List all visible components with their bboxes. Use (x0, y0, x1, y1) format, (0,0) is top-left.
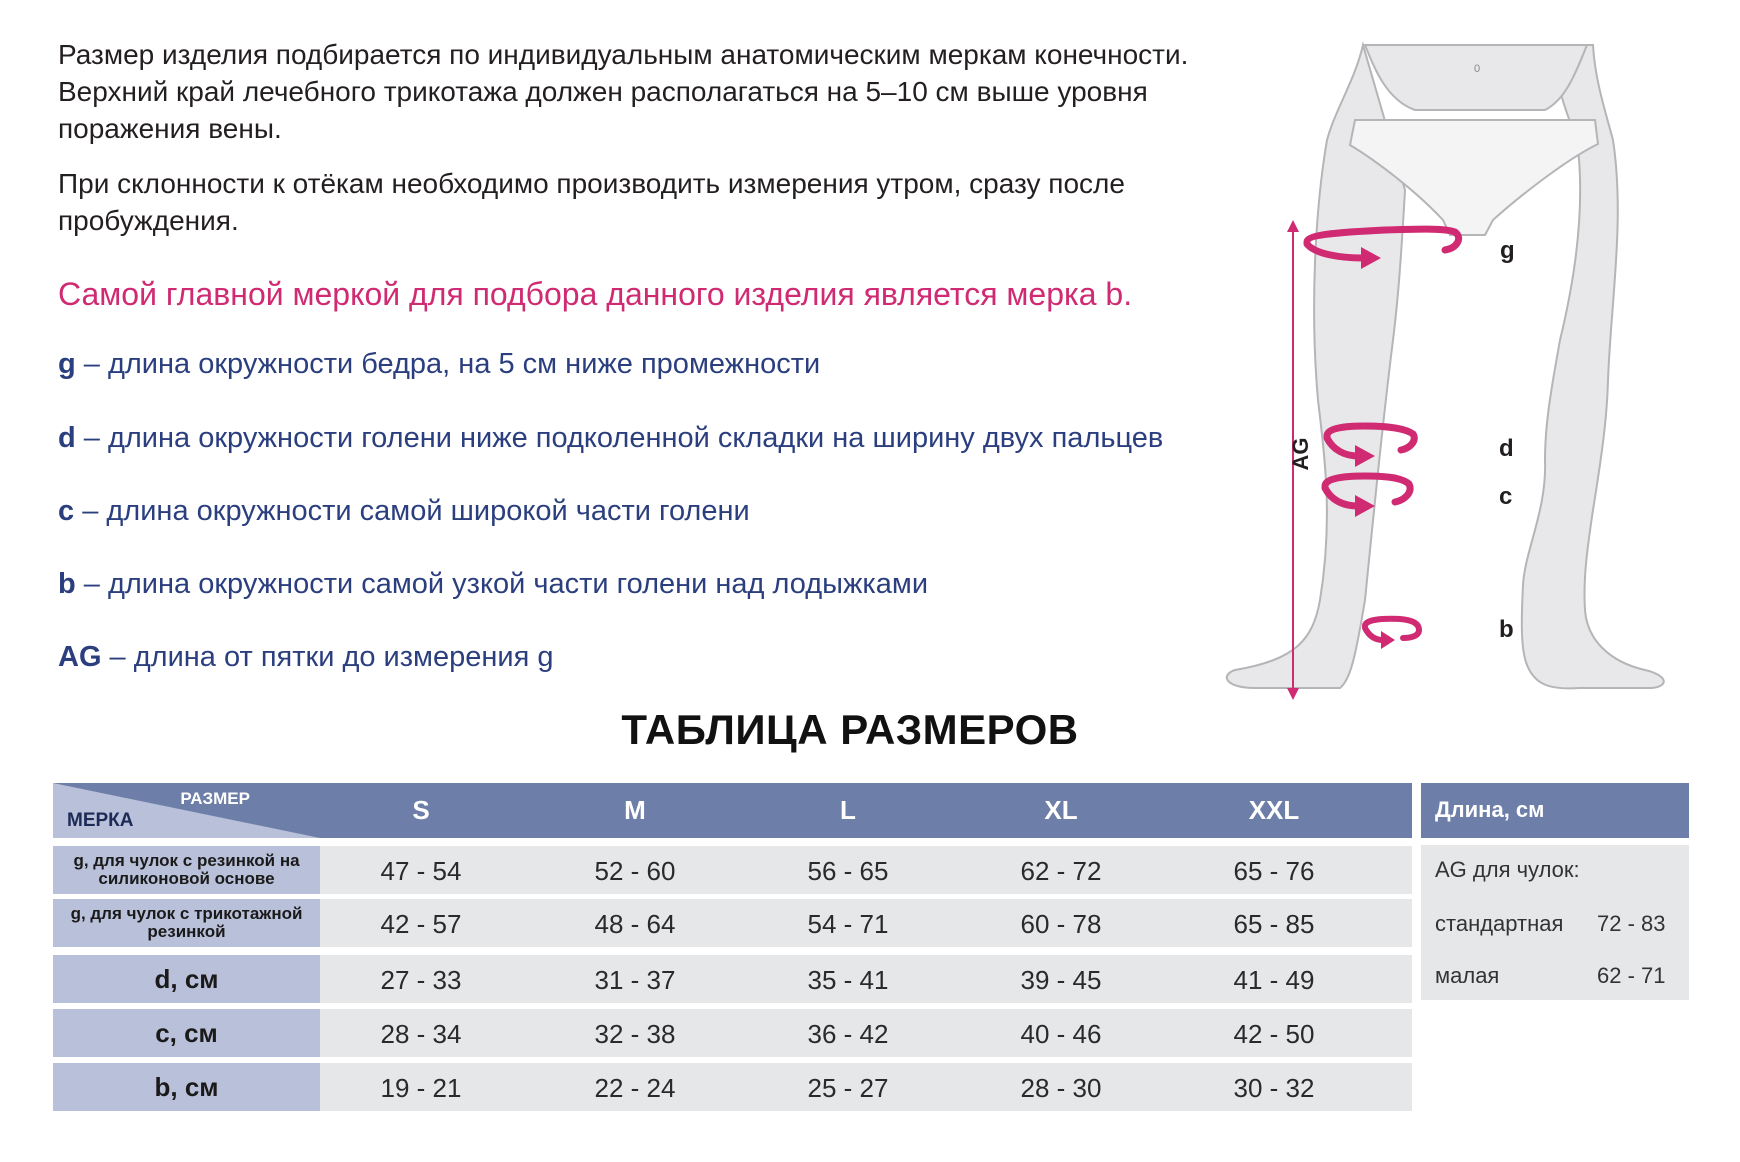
measure-c: c – длина окружности самой широкой части голени (58, 495, 750, 527)
table-cell: 54 - 71 (807, 909, 889, 939)
table-cell: 47 - 54 (380, 856, 462, 886)
table-cell: 60 - 78 (1020, 909, 1102, 939)
row-label: g, для чулок с резинкой на силиконовой основе (53, 846, 320, 894)
size-header-l: L (840, 795, 856, 825)
intro-text (58, 36, 1258, 257)
table-row (53, 1063, 1412, 1111)
length-header-label: Длина, см (1435, 797, 1545, 822)
b-arrow-front (1365, 628, 1383, 640)
intro-paragraph-1: Размер изделия подбирается по индивидуальным анатомическим меркам конечности. Верхний край лечебного трикотажа должен располагаться на 5–10 см выше уровня поражения вены. (58, 39, 1189, 144)
standard-length-value: 72 - 83 (1597, 911, 1666, 936)
table-row (53, 955, 1412, 1003)
table-cell: 42 - 57 (380, 909, 462, 939)
ag-arrow-head-top (1287, 220, 1299, 232)
measure-ag: AG – длина от пятки до измерения g (58, 641, 554, 673)
table-cell: 36 - 42 (807, 1019, 889, 1049)
size-header-xxl: XXL (1248, 795, 1300, 825)
table-row (53, 1009, 1412, 1057)
row-label: d, см (53, 955, 320, 1003)
ag-label: AG (1288, 437, 1313, 471)
c-label: c (1499, 483, 1513, 510)
table-cell: 42 - 50 (1233, 1019, 1315, 1049)
table-corner-header (53, 783, 320, 838)
table-row (53, 846, 1412, 894)
b-arrow-head (1381, 631, 1395, 649)
corner-measure-label: МЕРКА (67, 810, 134, 831)
table-cell: 40 - 46 (1020, 1019, 1102, 1049)
size-header-row (320, 783, 1412, 838)
measure-g: g – длина окружности бедра, на 5 см ниже промежности (58, 348, 821, 380)
table-cell: 28 - 30 (1020, 1073, 1102, 1103)
table-cell: 30 - 32 (1233, 1073, 1315, 1103)
intro-paragraph-2: При склонности к отёкам необходимо производить измерения утром, сразу после пробуждения. (58, 168, 1125, 236)
table-cell: 32 - 38 (594, 1019, 676, 1049)
table-cell: 56 - 65 (807, 856, 889, 886)
small-length-value: 62 - 71 (1597, 963, 1666, 988)
table-cell: 28 - 34 (380, 1019, 462, 1049)
hip-shape (1365, 45, 1587, 110)
table-cell: 48 - 64 (594, 909, 676, 939)
table-cell: 31 - 37 (594, 965, 676, 995)
row-label: g, для чулок с трикотажной резинкой (53, 899, 320, 947)
d-label: d (1499, 435, 1514, 462)
table-cell: 41 - 49 (1233, 965, 1315, 995)
table-cell: 25 - 27 (807, 1073, 889, 1103)
ag-arrow-head-bottom (1287, 688, 1299, 700)
table-cell: 62 - 72 (1020, 856, 1102, 886)
row-label: c, см (53, 1009, 320, 1057)
corner-size-label: РАЗМЕР (180, 789, 250, 808)
standard-length-label: стандартная (1435, 911, 1564, 936)
size-table-title: ТАБЛИЦА РАЗМЕРОВ (621, 706, 1079, 753)
table-cell: 65 - 76 (1233, 856, 1315, 886)
length-header (1421, 783, 1689, 838)
small-length-label: малая (1435, 963, 1500, 988)
g-label: g (1500, 237, 1515, 264)
table-cell: 27 - 33 (380, 965, 462, 995)
table-cell: 39 - 45 (1020, 965, 1102, 995)
size-header-s: S (412, 795, 430, 825)
main-measure-note: Самой главной меркой для подбора данного изделия является мерка b. (58, 276, 1133, 312)
ag-stockings-title: AG для чулок: (1435, 857, 1580, 882)
table-cell: 35 - 41 (807, 965, 889, 995)
measure-d: d – длина окружности голени ниже подколенной складки на ширину двух пальцев (58, 422, 1164, 454)
size-header-xl: XL (1044, 795, 1078, 825)
length-panel (1421, 845, 1689, 1000)
measure-b: b – длина окружности самой узкой части голени над лодыжками (58, 568, 929, 600)
size-header-m: M (624, 795, 646, 825)
b-label: b (1499, 616, 1514, 643)
leg-illustration (1215, 40, 1665, 715)
table-cell: 52 - 60 (594, 856, 676, 886)
navel-mark: 0 (1473, 63, 1481, 75)
row-label: b, см (53, 1063, 320, 1111)
table-cell: 22 - 24 (594, 1073, 676, 1103)
table-row (53, 899, 1412, 947)
table-cell: 65 - 85 (1233, 909, 1315, 939)
table-cell: 19 - 21 (380, 1073, 462, 1103)
